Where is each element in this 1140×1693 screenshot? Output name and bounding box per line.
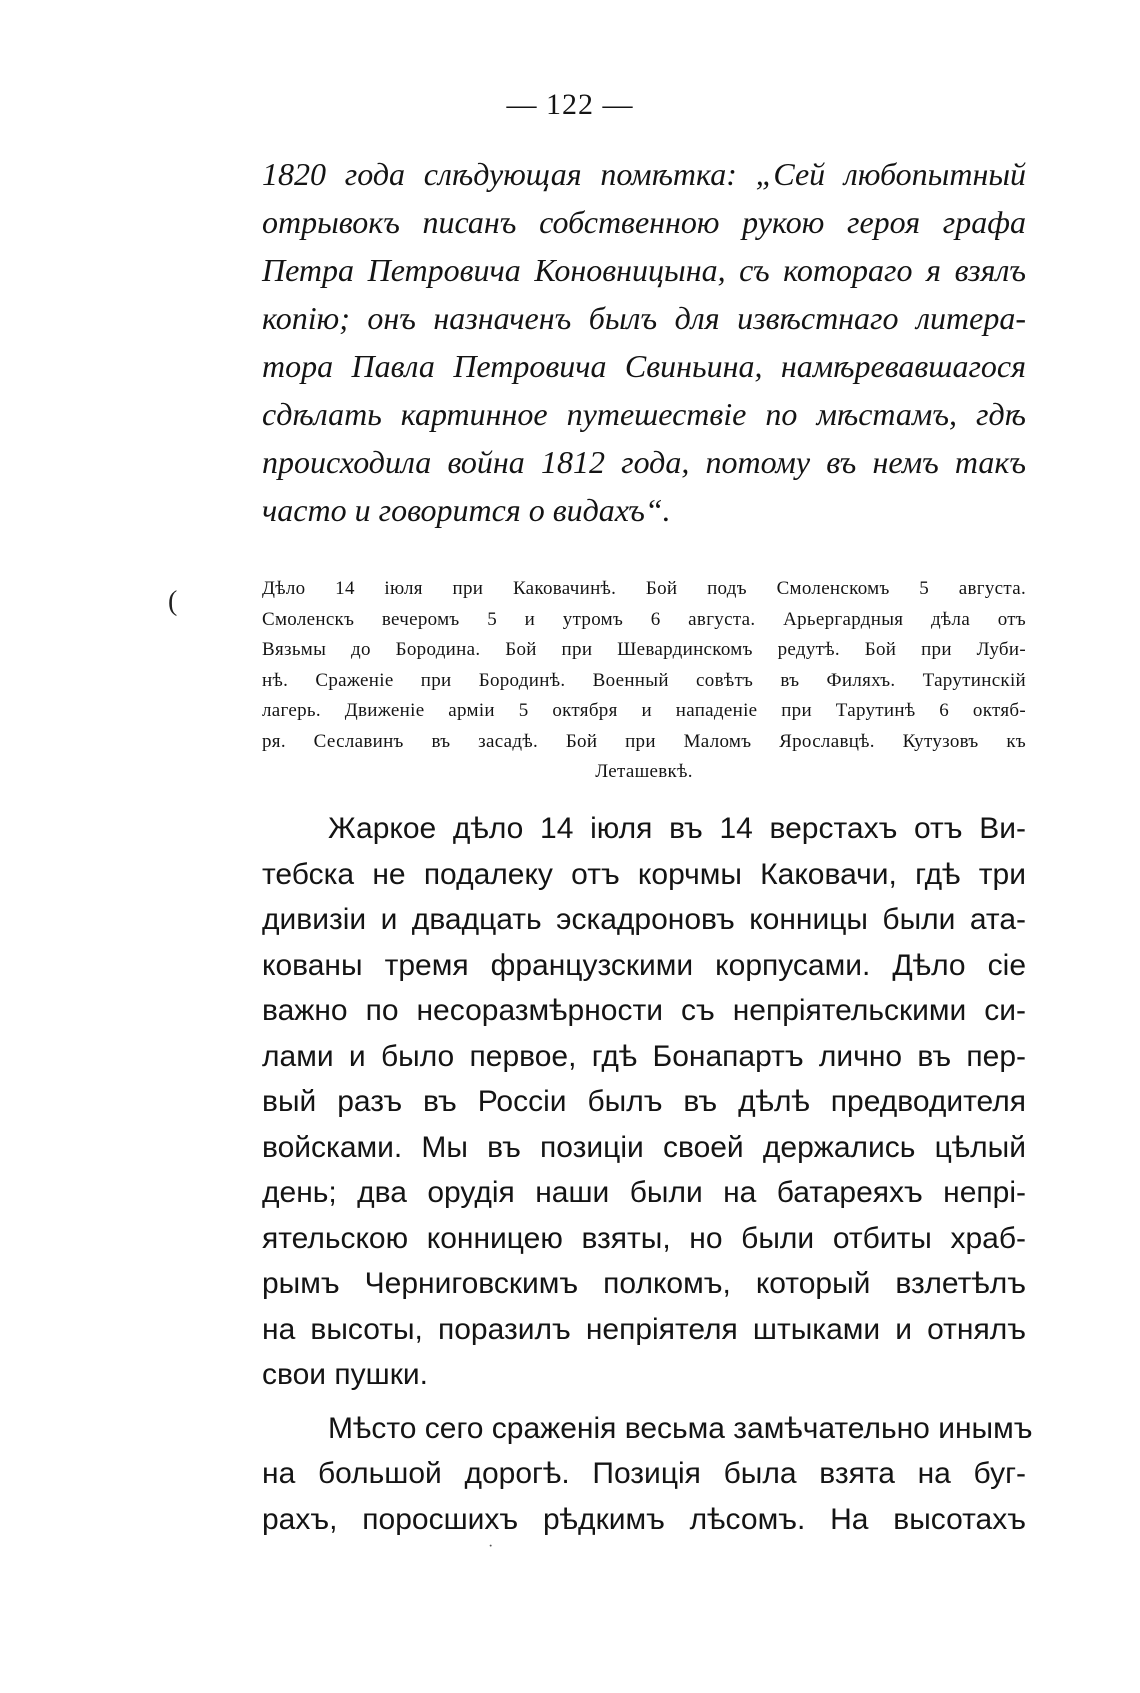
summary-line: Дѣло 14 іюля при Каковачинѣ. Бой подъ Смоленскомъ 5 августа. [262, 578, 1026, 599]
body-text [262, 806, 1033, 1542]
scan-speck: · [488, 1538, 494, 1555]
body-line: войсками. Мы въ позиціи своей держались цѣлый [262, 1130, 1026, 1164]
summary-line: Смоленскъ вечеромъ 5 и утромъ 6 августа. Арьергардныя дѣла отъ [262, 608, 1026, 630]
page-number: — 122 — [506, 88, 634, 121]
body-line: день; два орудія наши были на батареяхъ непрі- [262, 1176, 1026, 1209]
body-line: на большой дорогѣ. Позиція была взята на буг- [262, 1457, 1026, 1490]
summary-line: Леташевкѣ. [595, 761, 693, 782]
quote-line: тора Павла Петровича Свиньина, намѣревавшагося [262, 348, 1026, 384]
body-line: тебска не подалеку отъ корчмы Каковачи, гдѣ три [262, 857, 1026, 891]
summary-line: Вязьмы до Бородина. Бой при Шевардинскомъ редутѣ. Бой при Луби- [262, 639, 1026, 660]
body-line: дивизіи и двадцать эскадроновъ конницы были ата- [262, 903, 1026, 936]
quote-line: отрывокъ писанъ собственною рукою героя графа [262, 204, 1026, 240]
body-line: Мѣсто сего сраженія весьма замѣчательно инымъ [328, 1411, 1033, 1445]
body-line: ятельскою конницею взяты, но были отбиты храб- [262, 1221, 1026, 1255]
body-line: на высоты, поразилъ непріятеля штыками и отнялъ [262, 1312, 1026, 1346]
quote-line: Петра Петровича Коновницына, съ котораго я взялъ [262, 252, 1026, 288]
quote-line: сдѣлать картинное путешествіе по мѣстамъ, гдѣ [262, 396, 1026, 432]
quote-block [262, 150, 1026, 534]
paragraph [262, 1406, 1033, 1543]
summary-line: лагерь. Движеніе арміи 5 октября и нападеніе при Тарутинѣ 6 октяб- [262, 700, 1026, 721]
body-line: лами и было первое, гдѣ Бонапартъ лично въ пер- [262, 1039, 1026, 1073]
paragraph-gap [262, 1398, 1026, 1406]
quote-line: копію; онъ назначенъ былъ для извѣстнаго литера- [262, 300, 1026, 336]
quote-line: часто и говорится о видахъ“. [262, 492, 671, 528]
body-line: Жаркое дѣло 14 іюля въ 14 верстахъ отъ Ви- [328, 812, 1026, 845]
summary-line: ря. Сеславинъ въ засадѣ. Бой при Маломъ Ярославцѣ. Кутузовъ къ [262, 730, 1026, 752]
quote-line: происходила война 1812 года, потому въ немъ такъ [262, 444, 1026, 480]
body-line: вый разъ въ Россіи былъ въ дѣлѣ предводителя [262, 1085, 1026, 1118]
margin-mark: ( [168, 586, 178, 617]
quote-line: 1820 года слѣдующая помѣтка: „Сей любопытный [262, 156, 1026, 192]
paragraph [262, 806, 1026, 1398]
chapter-summary [262, 574, 1026, 788]
body-line: кованы тремя французскими корпусами. Дѣло сіе [262, 948, 1026, 982]
body-line: рымъ Черниговскимъ полкомъ, который взлетѣлъ [262, 1267, 1026, 1300]
summary-line: нѣ. Сраженіе при Бородинѣ. Военный совѣтъ въ Филяхъ. Тарутинскій [262, 669, 1026, 691]
body-line: важно по несоразмѣрности съ непріятельскими си- [262, 994, 1026, 1027]
body-line: свои пушки. [262, 1358, 428, 1391]
body-line: рахъ, поросшихъ рѣдкимъ лѣсомъ. На высотахъ [262, 1502, 1026, 1536]
